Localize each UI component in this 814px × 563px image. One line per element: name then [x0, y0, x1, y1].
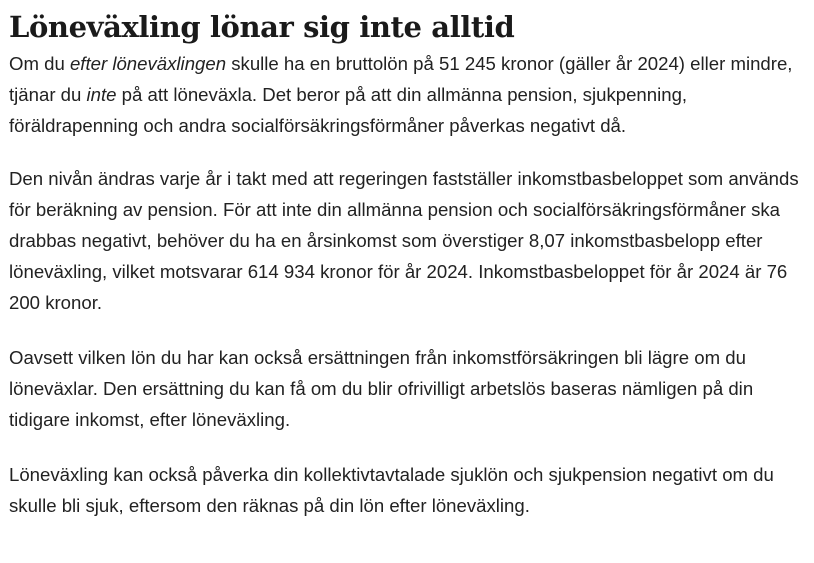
paragraph-text: på att löneväxla. Det beror på att din allmänna pension, sjukpenning, föräldrapenning och andra socialförsäkringsförmåner påverkas negativt då. — [9, 84, 688, 136]
paragraph-income-insurance: Oavsett vilken lön du har kan också ersättningen från inkomstförsäkringen bli lägre om du löneväxlar. Den ersättning du kan få om du blir ofrivilligt arbetslös baseras nämligen på din tidigare inkomst, efter löneväxling. — [9, 347, 754, 430]
paragraph-income-base: Den nivån ändras varje år i takt med att regeringen fastställer inkomstbasbeloppet som används för beräkning av pension. För att inte din allmänna pension och socialförsäkringsförmåner ska drabbas negativt, behöver du ha en årsinkomst som överstiger 8,07 inkomstbasbelopp efter löneväxling, vilket motsvarar 614 934 kronor för år 2024. Inkomstbasbeloppet för år 2024 är 76 200 kronor. — [9, 168, 799, 313]
paragraph-text: Om du — [9, 53, 70, 74]
paragraph-sick-pay: Löneväxling kan också påverka din kollektivtavtalade sjuklön och sjukpension negativt om du skulle bli sjuk, eftersom den räknas på din lön efter löneväxling. — [9, 464, 774, 516]
emphasis-text: efter löneväxlingen — [69, 53, 227, 74]
emphasis-text: inte — [86, 84, 117, 105]
article — [9, 0, 809, 521]
paragraph-text: skulle ha en bruttolön på 51 245 kronor (gäller år 2024) eller mindre, tjänar du — [9, 53, 793, 105]
paragraph-salary-threshold — [9, 48, 809, 141]
page-title: Löneväxling lönar sig inte alltid — [9, 10, 515, 44]
